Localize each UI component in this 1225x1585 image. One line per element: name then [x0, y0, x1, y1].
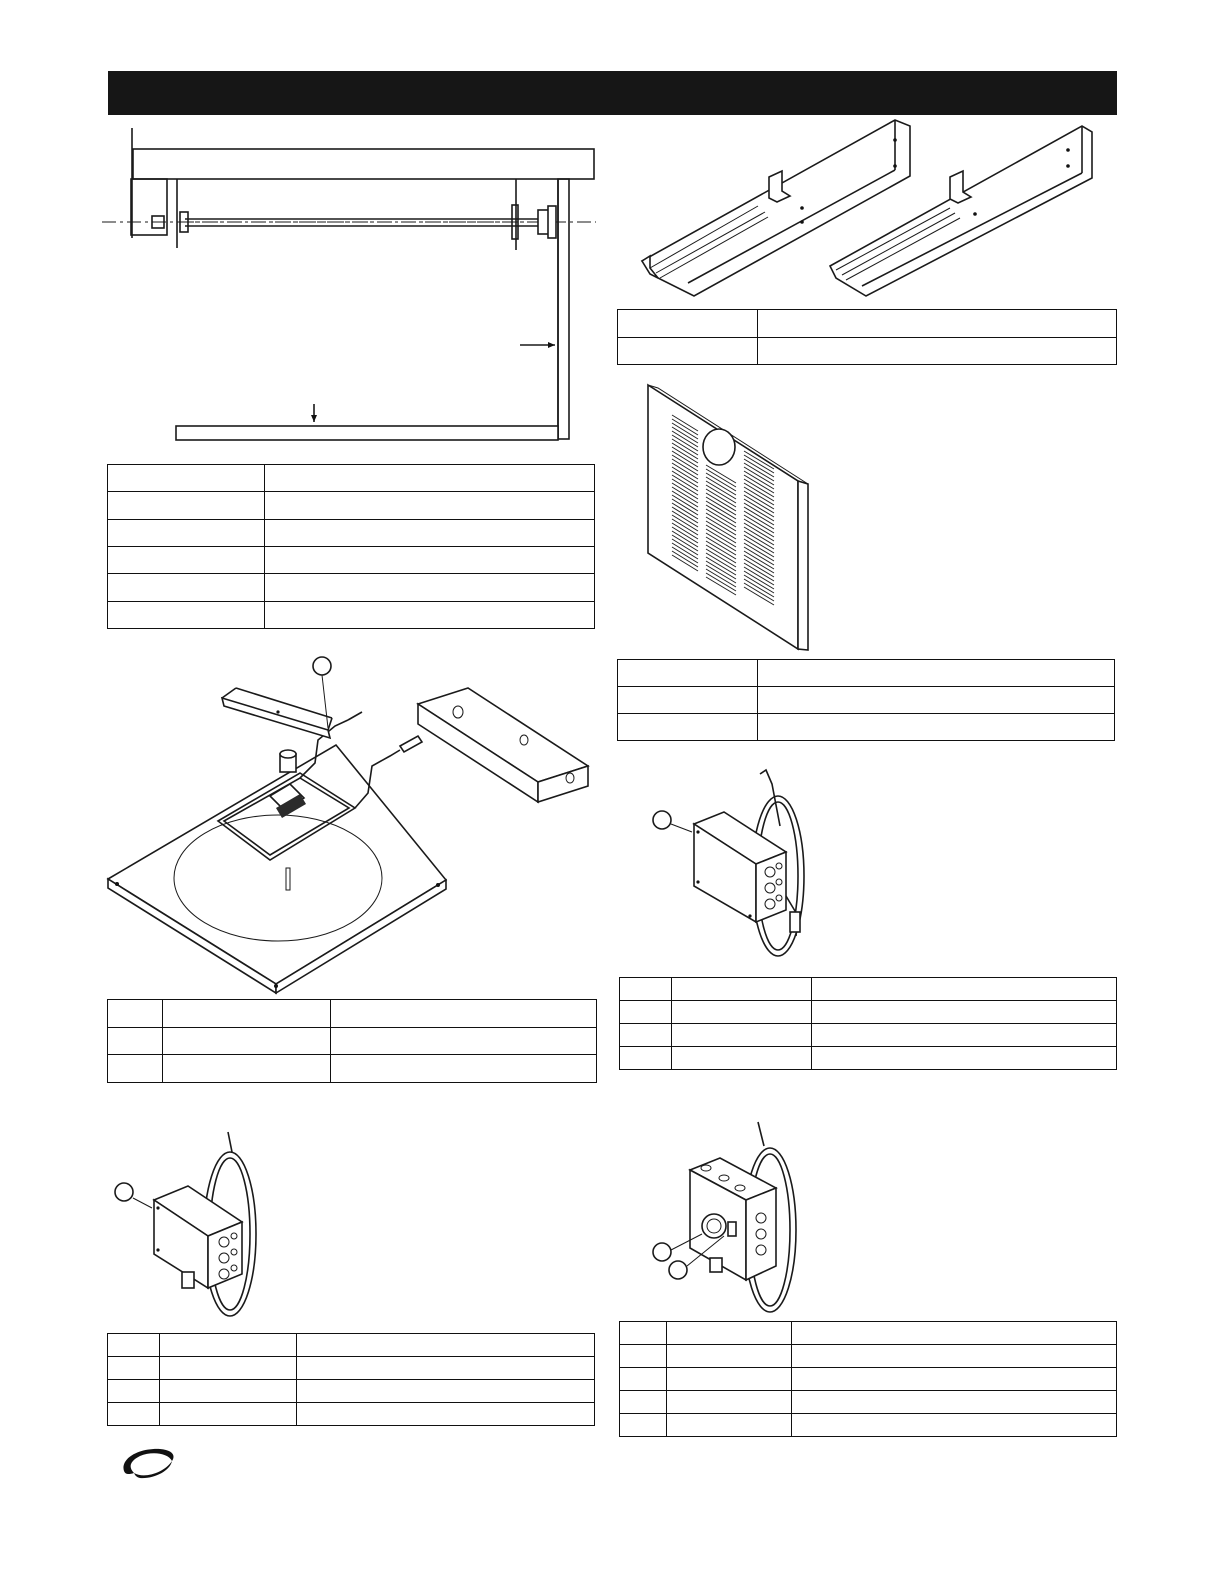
- table-row: [108, 1000, 597, 1028]
- table-row: [108, 574, 595, 601]
- table-cell: [672, 1024, 812, 1047]
- table-row: [620, 1345, 1117, 1368]
- table-cell: [758, 337, 1117, 365]
- table-cell: [297, 1334, 595, 1357]
- table-cell: [108, 519, 265, 546]
- table-row: [108, 1380, 595, 1403]
- table-cell: [160, 1403, 297, 1426]
- table-row: [618, 337, 1117, 365]
- table-row: [108, 546, 595, 573]
- parts-table-top-right: [617, 309, 1117, 365]
- table-cell: [792, 1322, 1117, 1345]
- table-cell: [620, 1391, 667, 1414]
- table-cell: [160, 1380, 297, 1403]
- table-cell: [812, 1024, 1117, 1047]
- table-cell: [108, 1403, 160, 1426]
- table-cell: [265, 465, 595, 492]
- table-row: [618, 687, 1115, 714]
- table-cell: [331, 1027, 597, 1055]
- parts-table-cord-box: [619, 977, 1117, 1070]
- table-row: [108, 601, 595, 628]
- swoosh-logo-icon: [118, 1445, 178, 1479]
- table-cell: [667, 1391, 792, 1414]
- table-row: [108, 1357, 595, 1380]
- table-cell: [618, 337, 758, 365]
- table-cell: [108, 1380, 160, 1403]
- table-cell: [672, 1047, 812, 1070]
- parts-table-thermostat-box: [619, 1321, 1117, 1437]
- table-row: [618, 310, 1117, 338]
- table-cell: [667, 1368, 792, 1391]
- table-cell: [108, 1357, 160, 1380]
- cord-junction-box-2-drawing: [108, 1130, 278, 1330]
- table-cell: [265, 492, 595, 519]
- table-cell: [758, 660, 1115, 687]
- table-cell: [160, 1334, 297, 1357]
- table-cell: [620, 1024, 672, 1047]
- table-cell: [618, 310, 758, 338]
- table-cell: [792, 1414, 1117, 1437]
- table-cell: [812, 1047, 1117, 1070]
- table-row: [108, 519, 595, 546]
- parts-table-cord-box-2: [107, 1333, 595, 1426]
- table-cell: [108, 492, 265, 519]
- table-cell: [265, 601, 595, 628]
- table-row: [108, 1403, 595, 1426]
- table-row: [620, 1047, 1117, 1070]
- table-row: [108, 465, 595, 492]
- parts-table-element: [107, 999, 597, 1083]
- table-cell: [163, 1055, 331, 1083]
- table-cell: [297, 1357, 595, 1380]
- table-cell: [108, 1027, 163, 1055]
- table-cell: [620, 1001, 672, 1024]
- table-cell: [160, 1357, 297, 1380]
- table-row: [618, 660, 1115, 687]
- table-cell: [812, 1001, 1117, 1024]
- table-cell: [620, 1047, 672, 1070]
- table-cell: [331, 1000, 597, 1028]
- table-row: [620, 978, 1117, 1001]
- table-cell: [618, 660, 758, 687]
- table-cell: [672, 1001, 812, 1024]
- table-cell: [265, 519, 595, 546]
- table-cell: [792, 1345, 1117, 1368]
- table-cell: [672, 978, 812, 1001]
- table-cell: [667, 1322, 792, 1345]
- mounting-brackets-drawing: [630, 118, 1110, 303]
- table-cell: [265, 574, 595, 601]
- table-cell: [108, 574, 265, 601]
- table-cell: [163, 1000, 331, 1028]
- thermostat-box-drawing: [640, 1118, 810, 1318]
- table-row: [620, 1024, 1117, 1047]
- table-cell: [620, 978, 672, 1001]
- grille-drawing: [640, 385, 820, 655]
- table-cell: [667, 1414, 792, 1437]
- heating-element-assembly-drawing: [100, 648, 610, 998]
- table-row: [108, 1055, 597, 1083]
- table-cell: [297, 1380, 595, 1403]
- mounting-section-diagram: [100, 120, 610, 450]
- table-row: [108, 492, 595, 519]
- table-cell: [163, 1027, 331, 1055]
- header-bar: [108, 71, 1117, 115]
- table-cell: [108, 1000, 163, 1028]
- table-cell: [618, 714, 758, 741]
- table-cell: [758, 310, 1117, 338]
- parts-table-top-left: [107, 464, 595, 629]
- table-row: [620, 1322, 1117, 1345]
- table-row: [618, 714, 1115, 741]
- table-cell: [812, 978, 1117, 1001]
- table-cell: [792, 1368, 1117, 1391]
- table-cell: [620, 1414, 667, 1437]
- table-row: [620, 1001, 1117, 1024]
- parts-table-grille: [617, 659, 1115, 741]
- table-cell: [758, 714, 1115, 741]
- table-cell: [108, 1334, 160, 1357]
- table-cell: [620, 1322, 667, 1345]
- table-row: [620, 1368, 1117, 1391]
- table-row: [620, 1391, 1117, 1414]
- table-row: [108, 1334, 595, 1357]
- table-cell: [297, 1403, 595, 1426]
- table-cell: [792, 1391, 1117, 1414]
- table-cell: [108, 1055, 163, 1083]
- table-cell: [618, 687, 758, 714]
- table-row: [620, 1414, 1117, 1437]
- table-row: [108, 1027, 597, 1055]
- table-cell: [108, 546, 265, 573]
- table-cell: [265, 546, 595, 573]
- table-cell: [667, 1345, 792, 1368]
- table-cell: [331, 1055, 597, 1083]
- cord-junction-box-drawing: [650, 766, 820, 966]
- table-cell: [108, 601, 265, 628]
- table-cell: [108, 465, 265, 492]
- table-cell: [620, 1368, 667, 1391]
- table-cell: [758, 687, 1115, 714]
- table-cell: [620, 1345, 667, 1368]
